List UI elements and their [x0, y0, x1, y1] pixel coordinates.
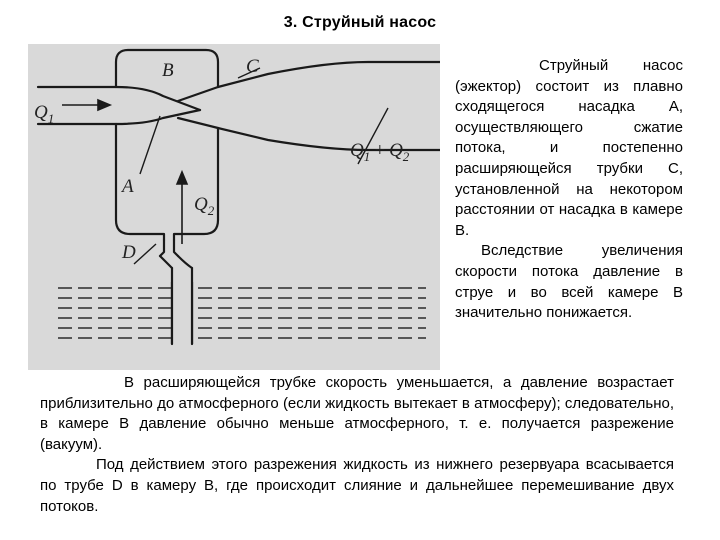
label-d: D [122, 242, 136, 263]
inlet-pipe-top [38, 87, 200, 110]
flow-arrow-q2-head [177, 172, 187, 184]
leader-a [140, 116, 160, 174]
label-q1: $Q_1$ [34, 102, 55, 126]
side-description [455, 56, 683, 324]
bottom-paragraph-2: Под действием этого разрежения жидкость из нижнего резервуара всасывается по трубе D в камеру B, где происходит слияние и дальнейшее перемешивание двух потоков. [40, 456, 674, 515]
reservoir-water-lines [58, 288, 426, 338]
pipe-d-upper-left [160, 240, 164, 256]
label-a: A [122, 176, 134, 197]
side-paragraph-2: Вследствие увеличения скорости потока давление в струе и во всей камере B значительно понижается. [455, 242, 683, 322]
page-title: 3. Струйный насос [283, 14, 437, 31]
pipe-d-upper-right [174, 240, 178, 256]
pipe-d-gap-right [178, 256, 192, 268]
jet-pump-diagram [28, 44, 440, 370]
label-b: B [162, 60, 174, 81]
label-c: C [246, 56, 259, 77]
jet-pump-drawing [28, 44, 440, 370]
bottom-paragraph-1: В расширяющейся трубке скорость уменьшается, а давление возрастает приблизительно до атмосферного (если жидкость вытекает в атмосферу); следовательно, в камере B давление обычно меньше атмосферного, т. е. получается разрежение (вакуум). [40, 374, 674, 453]
flow-arrow-q1-head [98, 100, 110, 110]
side-paragraph-1: Струйный насос (эжектор) состоит из плавно сходящегося насадка A, осуществляющего сжатие потока, и постепенно расширяющейся трубки C, установленной на некотором расстоянии от насадка в камере B. [455, 57, 683, 239]
pipe-d-submerged-gap [172, 282, 192, 344]
bottom-description [40, 373, 674, 517]
pipe-d-gap-left [160, 256, 172, 268]
leader-d [134, 244, 156, 264]
label-q2: $Q_2$ [194, 194, 215, 218]
label-q1-plus-q2: $Q_1 + Q_2$ [350, 140, 410, 164]
inlet-pipe-bottom [38, 110, 200, 124]
